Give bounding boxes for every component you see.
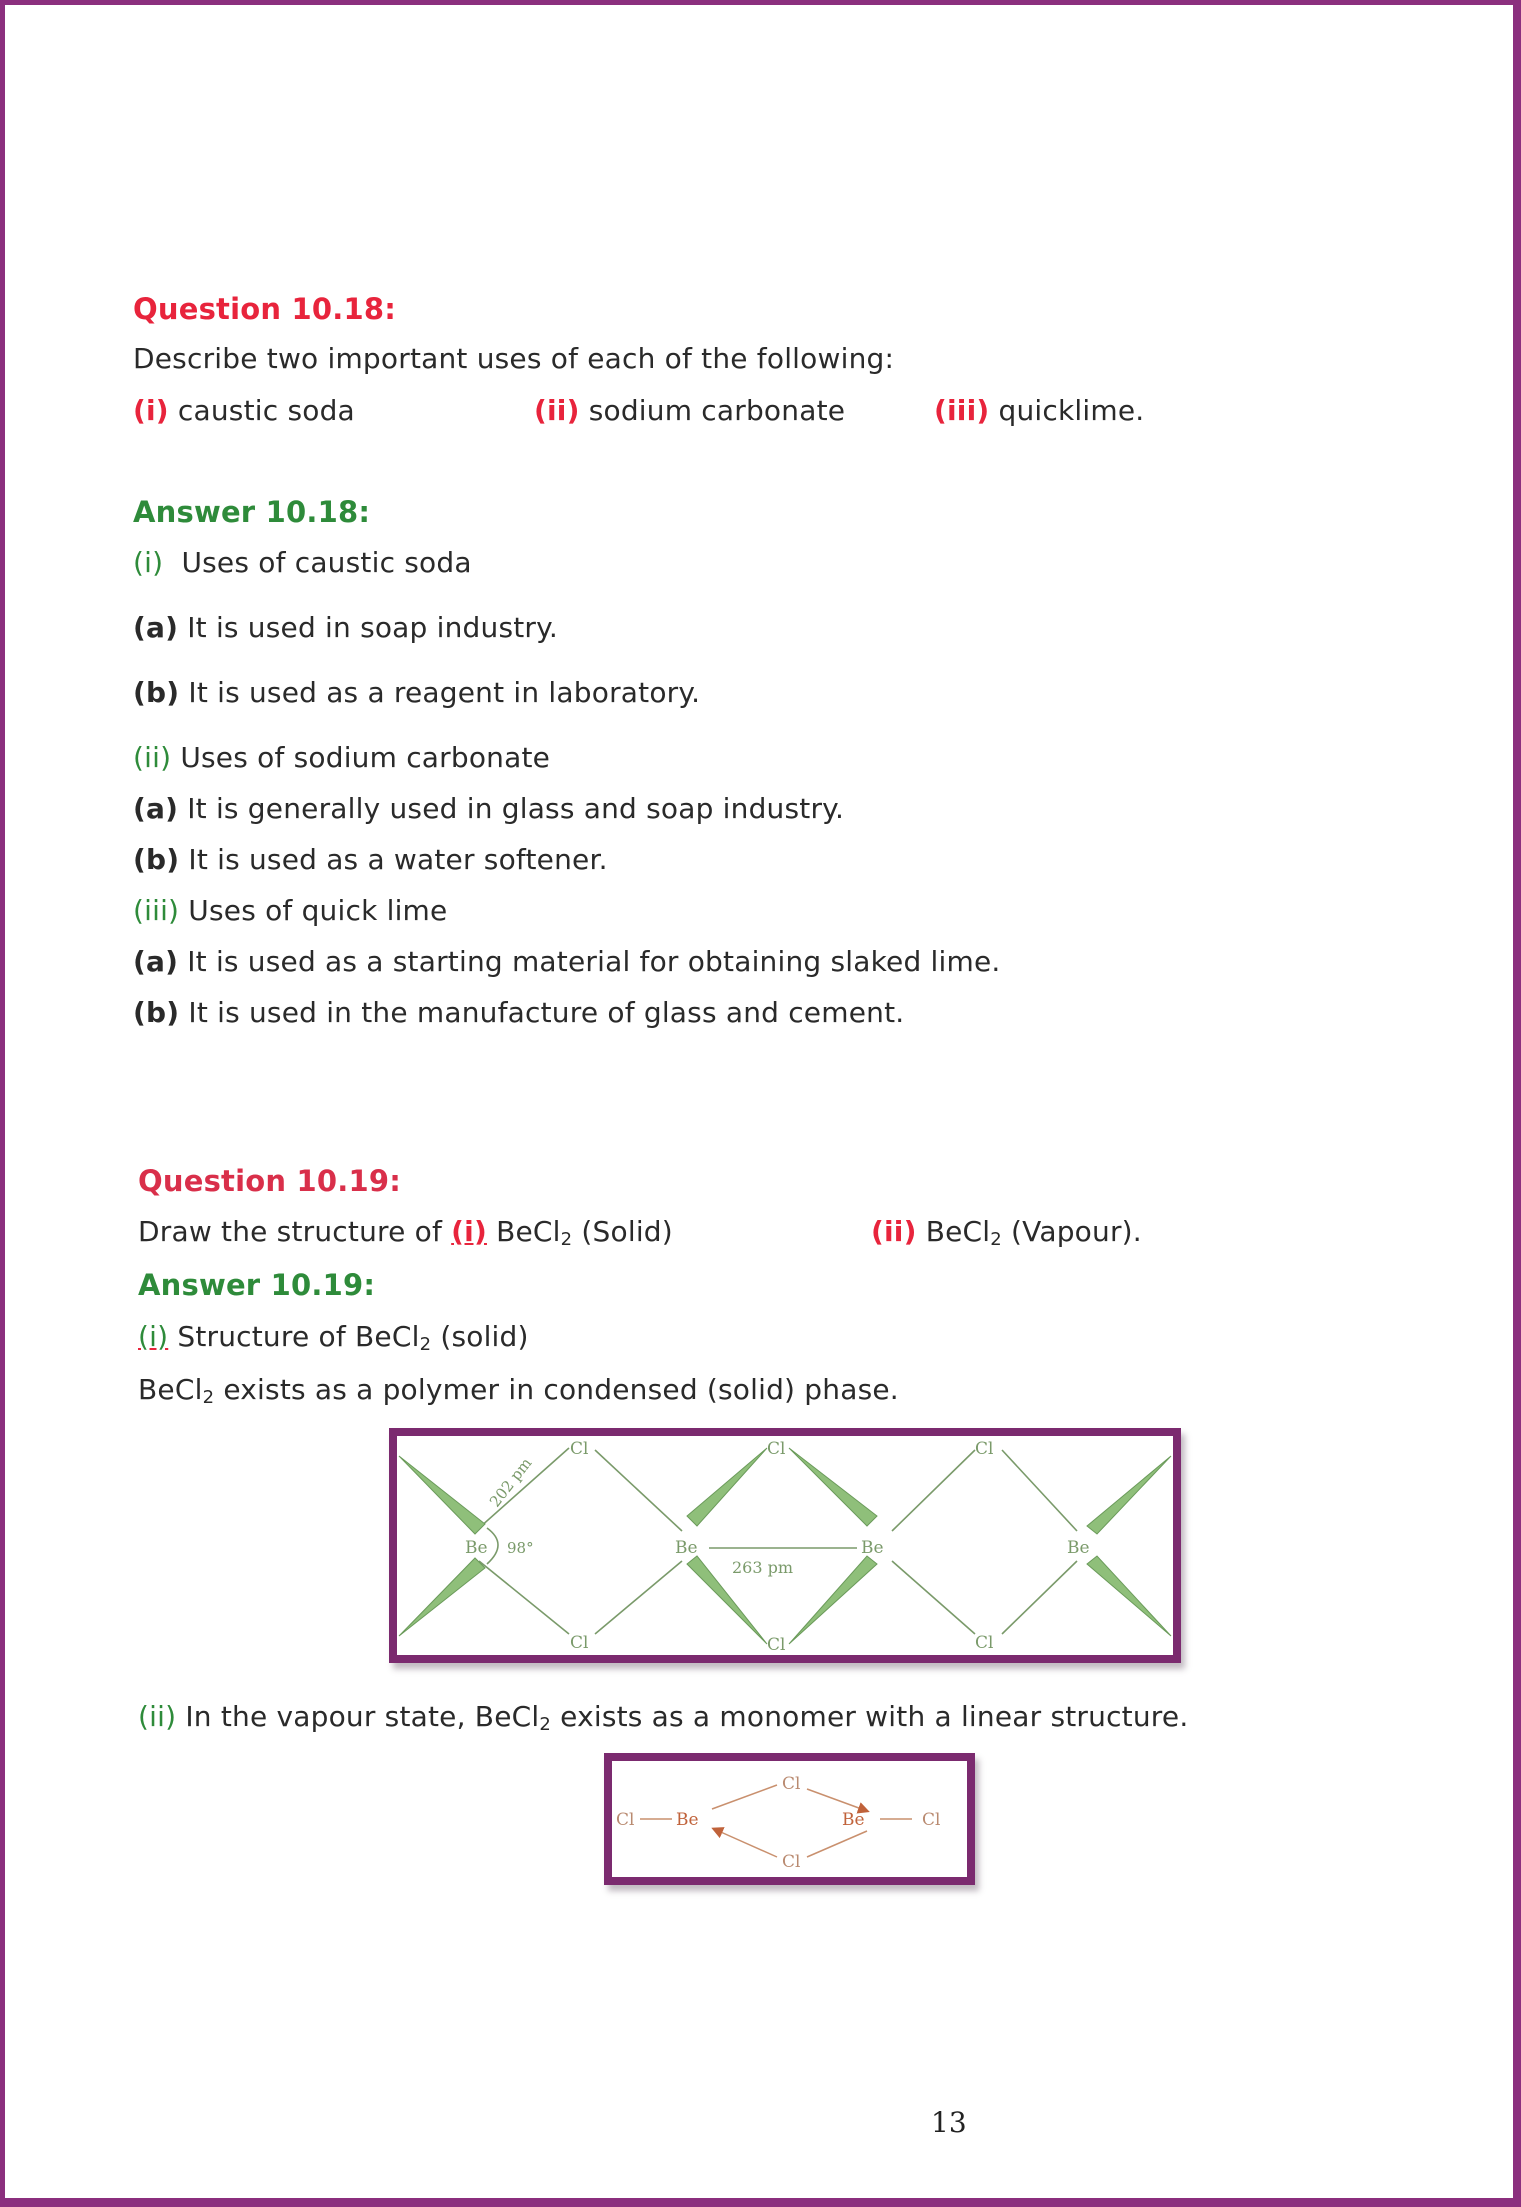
svg-text:Be: Be (1067, 1538, 1090, 1558)
svg-text:Be: Be (842, 1810, 865, 1830)
svg-text:Cl: Cl (975, 1439, 994, 1459)
question-option-2 (534, 394, 845, 428)
prompt-prefix: Draw the structure of (138, 1215, 443, 1248)
answer-10-19-heading: Answer 10.19: (138, 1268, 376, 1302)
item-text: It is used in the manufacture of glass and cement. (188, 996, 905, 1029)
part-marker: (ii) (871, 1215, 917, 1248)
answer-part-1-description: BeCl$_2$ exists as a polymer in condensed (solid) phase. (138, 1373, 899, 1408)
option-text: sodium carbonate (588, 394, 846, 427)
question-option-1 (133, 394, 355, 428)
item-text: It is used as a water softener. (188, 843, 608, 876)
item-text: It is used in soap industry. (187, 611, 559, 644)
item-marker: (b) (133, 996, 180, 1029)
answer-item (133, 676, 700, 710)
option-text: quicklime. (998, 394, 1145, 427)
option-text: caustic soda (177, 394, 355, 427)
formula: BeCl$_2$ (496, 1215, 573, 1250)
section-marker: (ii) (133, 741, 172, 774)
answer-item (133, 792, 844, 826)
svg-text:202 pm: 202 pm (485, 1454, 536, 1511)
part-marker: (i) (451, 1215, 487, 1248)
svg-text:Cl: Cl (570, 1439, 589, 1459)
answer-section-title (133, 546, 472, 580)
section-marker: (i) (133, 546, 164, 579)
item-marker: (a) (133, 945, 179, 978)
item-text: It is used as a reagent in laboratory. (188, 676, 701, 709)
item-text: It is generally used in glass and soap industry. (187, 792, 845, 825)
answer-section-title (133, 741, 550, 775)
svg-text:Cl: Cl (616, 1810, 635, 1830)
svg-text:Be: Be (676, 1810, 699, 1830)
answer-part-2-text: (ii) In the vapour state, BeCl$_2$ exists as a monomer with a linear structure. (138, 1700, 1189, 1735)
svg-text:Cl: Cl (767, 1635, 786, 1655)
formula: BeCl$_2$ (925, 1215, 1002, 1250)
question-10-19-prompt (138, 1215, 673, 1257)
state: (Solid) (581, 1215, 673, 1248)
title: Structure of BeCl$_2$ (solid) (177, 1320, 529, 1355)
svg-text:98°: 98° (507, 1539, 534, 1557)
svg-text:Cl: Cl (922, 1810, 941, 1830)
svg-text:Cl: Cl (782, 1852, 801, 1872)
svg-text:Cl: Cl (570, 1633, 589, 1653)
section-title: Uses of quick lime (188, 894, 448, 927)
state: (Vapour). (1011, 1215, 1142, 1248)
answer-item (133, 945, 1001, 979)
question-10-19-heading: Question 10.19: (138, 1164, 402, 1198)
section-marker: (iii) (133, 894, 180, 927)
svg-text:Be: Be (861, 1538, 884, 1558)
question-10-19-part-2 (871, 1215, 1142, 1257)
part-marker: (ii) (138, 1700, 177, 1733)
item-marker: (a) (133, 611, 179, 644)
section-title: Uses of caustic soda (181, 546, 472, 579)
option-marker: (i) (133, 394, 169, 427)
question-10-18-heading: Question 10.18: (133, 292, 397, 326)
polymer-chain-diagram (397, 1436, 1173, 1655)
question-option-3 (934, 394, 1144, 428)
svg-text:263 pm: 263 pm (732, 1558, 794, 1577)
item-marker: (b) (133, 843, 180, 876)
answer-part-1-title (138, 1320, 529, 1362)
answer-item (133, 611, 558, 645)
option-marker: (ii) (534, 394, 580, 427)
becl2-solid-structure-figure (389, 1428, 1181, 1663)
section-title: Uses of sodium carbonate (180, 741, 551, 774)
becl2-vapour-structure-figure (604, 1753, 975, 1885)
page-number: 13 (931, 2106, 967, 2139)
question-10-18-prompt: Describe two important uses of each of the following: (133, 342, 895, 375)
option-marker: (iii) (934, 394, 990, 427)
item-marker: (a) (133, 792, 179, 825)
svg-text:Be: Be (675, 1538, 698, 1558)
answer-section-title (133, 894, 447, 928)
item-text: It is used as a starting material for obtaining slaked lime. (187, 945, 1001, 978)
answer-10-18-heading: Answer 10.18: (133, 495, 371, 529)
svg-text:Cl: Cl (975, 1633, 994, 1653)
svg-text:Be: Be (465, 1538, 488, 1558)
svg-text:Cl: Cl (767, 1439, 786, 1459)
svg-text:Cl: Cl (782, 1774, 801, 1794)
dimer-diagram (612, 1761, 967, 1877)
part-marker: (i) (138, 1320, 169, 1353)
answer-item (133, 996, 904, 1030)
item-marker: (b) (133, 676, 180, 709)
answer-item (133, 843, 608, 877)
